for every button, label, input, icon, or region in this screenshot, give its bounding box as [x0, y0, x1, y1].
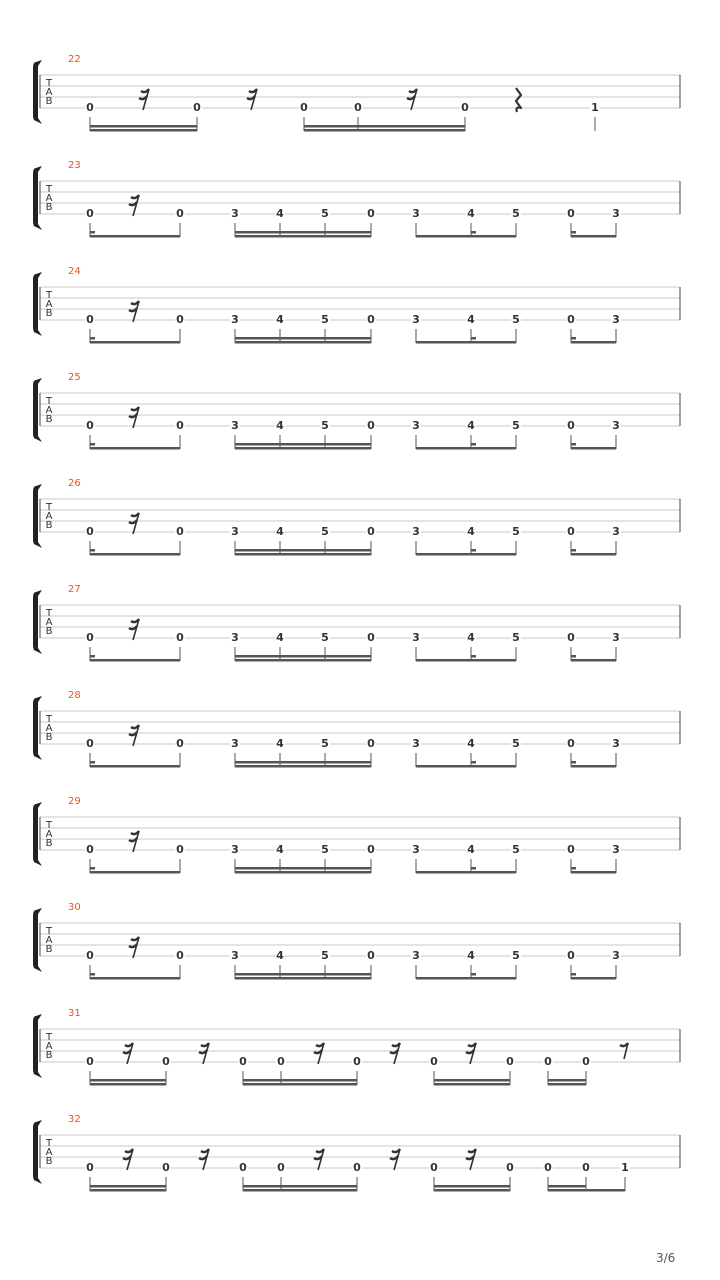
fret-number: 0 [506, 1161, 514, 1174]
fret-number: 0 [176, 737, 184, 750]
fret-number: 3 [231, 631, 239, 644]
fret-number: 0 [86, 207, 94, 220]
tab-system [33, 266, 680, 344]
beam-stub [90, 761, 95, 764]
beam [571, 765, 616, 768]
beam [416, 765, 516, 768]
beam-stub [571, 549, 576, 552]
fret-number: 3 [612, 843, 620, 856]
fret-number: 5 [321, 737, 329, 750]
sixteenth-rest-icon [199, 1043, 209, 1064]
tab-system [33, 160, 680, 238]
beam-sixteenth [235, 973, 371, 976]
fret-number: 3 [231, 419, 239, 432]
sixteenth-rest-icon [129, 301, 139, 322]
tab-clef-letter: T [45, 608, 53, 619]
fret-number: 3 [231, 525, 239, 538]
tab-clef-letter: A [45, 723, 53, 734]
system-bracket [33, 378, 42, 442]
beam-sixteenth [235, 231, 371, 234]
page-number: 3/6 [656, 1251, 676, 1265]
beam [90, 871, 180, 874]
fret-number: 5 [321, 207, 329, 220]
fret-number: 0 [86, 419, 94, 432]
fret-number: 4 [276, 843, 284, 856]
fret-number: 0 [176, 631, 184, 644]
fret-number: 3 [412, 525, 420, 538]
system-bracket [33, 166, 42, 230]
tab-clef-letter: T [45, 820, 53, 831]
beam-stub [471, 443, 476, 446]
beam-stub [90, 655, 95, 658]
tab-clef-letter: B [45, 944, 53, 955]
fret-number: 0 [162, 1055, 170, 1068]
beam-sixteenth [235, 761, 371, 764]
tab-clef-letter: T [45, 926, 53, 937]
beam-stub [571, 231, 576, 234]
sixteenth-rest-icon [139, 89, 149, 110]
measure-number: 30 [68, 902, 81, 913]
tab-clef-letter: B [45, 1156, 53, 1167]
fret-number: 4 [276, 631, 284, 644]
fret-number: 0 [193, 101, 201, 114]
beam [571, 553, 616, 556]
beam-sixteenth [243, 1079, 357, 1082]
tab-clef-letter: A [45, 193, 53, 204]
system-bracket [33, 590, 42, 654]
fret-number: 3 [612, 949, 620, 962]
fret-number: 0 [277, 1161, 285, 1174]
tab-clef-letter: T [45, 714, 53, 725]
tab-system [33, 584, 680, 662]
beam-stub [90, 867, 95, 870]
fret-number: 0 [353, 1161, 361, 1174]
beam-stub [571, 867, 576, 870]
beam [235, 447, 371, 450]
fret-number: 0 [567, 313, 575, 326]
sixteenth-rest-icon [129, 195, 139, 216]
fret-number: 0 [353, 1055, 361, 1068]
beam [90, 1083, 166, 1086]
beam [571, 235, 616, 238]
fret-number: 5 [321, 949, 329, 962]
beam [235, 977, 371, 980]
beam [434, 1189, 510, 1192]
system-bracket [33, 908, 42, 972]
fret-number: 3 [612, 525, 620, 538]
fret-number: 0 [86, 631, 94, 644]
beam-sixteenth [235, 867, 371, 870]
fret-number: 4 [276, 737, 284, 750]
beam [243, 1083, 357, 1086]
tab-clef-letter: B [45, 96, 53, 107]
beam-stub [90, 231, 95, 234]
tab-clef-letter: A [45, 617, 53, 628]
beam [243, 1189, 357, 1192]
fret-number: 0 [367, 843, 375, 856]
fret-number: 5 [512, 737, 520, 750]
beam [304, 129, 465, 132]
fret-number: 4 [467, 737, 475, 750]
quarter-rest-icon [516, 88, 521, 112]
beam-stub [90, 443, 95, 446]
beam-sixteenth [235, 443, 371, 446]
fret-number: 4 [467, 313, 475, 326]
beam [416, 871, 516, 874]
fret-number: 4 [276, 525, 284, 538]
fret-number: 0 [567, 419, 575, 432]
beam-stub [471, 973, 476, 976]
tab-clef-letter: T [45, 1032, 53, 1043]
sixteenth-rest-icon [129, 513, 139, 534]
sixteenth-rest-icon [123, 1149, 133, 1170]
tab-clef-letter: B [45, 520, 53, 531]
fret-number: 5 [321, 631, 329, 644]
system-bracket [33, 272, 42, 336]
fret-number: 3 [231, 737, 239, 750]
fret-number: 0 [367, 631, 375, 644]
fret-number: 0 [86, 525, 94, 538]
fret-number: 0 [86, 949, 94, 962]
fret-number: 1 [591, 101, 599, 114]
sixteenth-rest-icon [466, 1043, 476, 1064]
measure-number: 27 [68, 584, 81, 595]
fret-number: 5 [512, 843, 520, 856]
fret-number: 3 [612, 631, 620, 644]
beam [90, 447, 180, 450]
fret-number: 0 [86, 313, 94, 326]
tab-system [33, 478, 680, 556]
beam-stub [571, 973, 576, 976]
tab-system [33, 690, 680, 768]
beam [235, 553, 371, 556]
beam [571, 341, 616, 344]
fret-number: 5 [321, 313, 329, 326]
fret-number: 0 [544, 1161, 552, 1174]
beam [90, 659, 180, 662]
beam-sixteenth [90, 125, 197, 128]
fret-number: 5 [512, 207, 520, 220]
beam [416, 447, 516, 450]
tab-clef-letter: A [45, 299, 53, 310]
beam [235, 659, 371, 662]
tab-system [33, 54, 680, 132]
fret-number: 4 [276, 949, 284, 962]
beam [416, 553, 516, 556]
beam-stub [571, 655, 576, 658]
measure-number: 23 [68, 160, 81, 171]
beam [416, 977, 516, 980]
beam [235, 341, 371, 344]
fret-number: 0 [176, 949, 184, 962]
beam-stub [90, 549, 95, 552]
fret-number: 4 [467, 525, 475, 538]
tab-clef-letter: A [45, 829, 53, 840]
fret-number: 0 [86, 843, 94, 856]
fret-number: 3 [412, 313, 420, 326]
fret-number: 0 [461, 101, 469, 114]
beam-stub [471, 549, 476, 552]
fret-number: 4 [276, 207, 284, 220]
tab-system [33, 372, 680, 450]
beam [235, 235, 371, 238]
fret-number: 4 [467, 207, 475, 220]
fret-number: 5 [512, 313, 520, 326]
fret-number: 3 [612, 207, 620, 220]
fret-number: 4 [467, 631, 475, 644]
fret-number: 0 [239, 1055, 247, 1068]
fret-number: 4 [276, 419, 284, 432]
fret-number: 0 [567, 949, 575, 962]
fret-number: 3 [612, 737, 620, 750]
sixteenth-rest-icon [247, 89, 257, 110]
fret-number: 0 [567, 843, 575, 856]
tab-clef-letter: A [45, 405, 53, 416]
tab-system [33, 1008, 680, 1086]
fret-number: 0 [567, 207, 575, 220]
beam [90, 129, 197, 132]
tab-clef-letter: A [45, 1041, 53, 1052]
tab-clef-letter: A [45, 511, 53, 522]
beam [90, 1189, 166, 1192]
beam [571, 659, 616, 662]
system-bracket [33, 484, 42, 548]
beam-sixteenth [434, 1185, 510, 1188]
fret-number: 0 [567, 525, 575, 538]
measure-number: 26 [68, 478, 81, 489]
tab-clef-letter: B [45, 1050, 53, 1061]
fret-number: 0 [367, 419, 375, 432]
sixteenth-rest-icon [129, 725, 139, 746]
tab-clef-letter: A [45, 1147, 53, 1158]
beam [548, 1189, 625, 1192]
tab-clef-letter: B [45, 414, 53, 425]
fret-number: 0 [544, 1055, 552, 1068]
fret-number: 0 [430, 1055, 438, 1068]
fret-number: 0 [367, 313, 375, 326]
fret-number: 4 [276, 313, 284, 326]
tab-clef-letter: T [45, 502, 53, 513]
fret-number: 0 [176, 207, 184, 220]
fret-number: 3 [412, 737, 420, 750]
fret-number: 0 [162, 1161, 170, 1174]
tab-system [33, 796, 680, 874]
tab-clef-letter: T [45, 184, 53, 195]
fret-number: 0 [354, 101, 362, 114]
fret-number: 3 [612, 313, 620, 326]
tab-clef-letter: T [45, 1138, 53, 1149]
beam-stub [90, 973, 95, 976]
beam-sixteenth [304, 125, 465, 128]
beam [571, 977, 616, 980]
tab-clef-letter: B [45, 838, 53, 849]
system-bracket [33, 1120, 42, 1184]
sixteenth-rest-icon [199, 1149, 209, 1170]
beam [416, 659, 516, 662]
measure-number: 29 [68, 796, 81, 807]
beam-sixteenth [90, 1185, 166, 1188]
tab-clef-letter: B [45, 202, 53, 213]
fret-number: 5 [321, 525, 329, 538]
fret-number: 5 [512, 525, 520, 538]
beam-sixteenth [548, 1079, 586, 1082]
measure-number: 32 [68, 1114, 81, 1125]
fret-number: 0 [367, 207, 375, 220]
fret-number: 4 [467, 949, 475, 962]
fret-number: 1 [621, 1161, 629, 1174]
tab-system [33, 902, 680, 980]
fret-number: 0 [567, 737, 575, 750]
fret-number: 3 [412, 949, 420, 962]
measure-number: 28 [68, 690, 81, 701]
beam-sixteenth [90, 1079, 166, 1082]
tab-system [33, 1114, 680, 1192]
beam-stub [571, 443, 576, 446]
tab-clef-letter: B [45, 308, 53, 319]
fret-number: 3 [412, 631, 420, 644]
measure-number: 22 [68, 54, 81, 65]
beam-stub [471, 761, 476, 764]
fret-number: 0 [86, 1161, 94, 1174]
measure-number: 24 [68, 266, 81, 277]
sixteenth-rest-icon [407, 89, 417, 110]
fret-number: 0 [86, 101, 94, 114]
measure-number: 31 [68, 1008, 81, 1019]
tab-clef-letter: A [45, 87, 53, 98]
fret-number: 0 [567, 631, 575, 644]
fret-number: 0 [430, 1161, 438, 1174]
fret-number: 0 [367, 949, 375, 962]
beam-sixteenth [235, 549, 371, 552]
beam [235, 765, 371, 768]
fret-number: 3 [231, 207, 239, 220]
fret-number: 5 [321, 419, 329, 432]
sixteenth-rest-icon [129, 619, 139, 640]
fret-number: 0 [582, 1055, 590, 1068]
fret-number: 0 [506, 1055, 514, 1068]
beam [571, 871, 616, 874]
sixteenth-rest-icon [129, 937, 139, 958]
beam-stub [471, 867, 476, 870]
beam [434, 1083, 510, 1086]
sixteenth-rest-icon [314, 1149, 324, 1170]
beam-sixteenth [243, 1185, 357, 1188]
fret-number: 5 [512, 949, 520, 962]
fret-number: 5 [512, 631, 520, 644]
beam-sixteenth [235, 655, 371, 658]
fret-number: 0 [367, 737, 375, 750]
sixteenth-rest-icon [123, 1043, 133, 1064]
fret-number: 0 [277, 1055, 285, 1068]
fret-number: 0 [176, 313, 184, 326]
measure-number: 25 [68, 372, 81, 383]
tab-clef-letter: T [45, 396, 53, 407]
beam-stub [471, 337, 476, 340]
fret-number: 3 [412, 207, 420, 220]
sixteenth-rest-icon [390, 1043, 400, 1064]
fret-number: 5 [321, 843, 329, 856]
tab-clef-letter: B [45, 626, 53, 637]
fret-number: 5 [512, 419, 520, 432]
beam [235, 871, 371, 874]
beam [90, 765, 180, 768]
sixteenth-rest-icon [390, 1149, 400, 1170]
fret-number: 0 [176, 525, 184, 538]
fret-number: 0 [176, 419, 184, 432]
beam-sixteenth [235, 337, 371, 340]
beam-sixteenth [434, 1079, 510, 1082]
fret-number: 0 [300, 101, 308, 114]
beam-stub [471, 231, 476, 234]
fret-number: 3 [612, 419, 620, 432]
fret-number: 0 [239, 1161, 247, 1174]
fret-number: 3 [231, 949, 239, 962]
beam [90, 235, 180, 238]
beam-stub [471, 655, 476, 658]
fret-number: 3 [231, 843, 239, 856]
tab-clef-letter: B [45, 732, 53, 743]
fret-number: 3 [412, 843, 420, 856]
beam [416, 235, 516, 238]
fret-number: 3 [412, 419, 420, 432]
beam-sixteenth [548, 1185, 586, 1188]
tab-clef-letter: T [45, 78, 53, 89]
beam [571, 447, 616, 450]
sixteenth-rest-icon [466, 1149, 476, 1170]
fret-number: 0 [86, 1055, 94, 1068]
tab-clef-letter: T [45, 290, 53, 301]
beam [90, 341, 180, 344]
sixteenth-rest-icon [314, 1043, 324, 1064]
beam-stub [571, 337, 576, 340]
beam-stub [90, 337, 95, 340]
fret-number: 0 [367, 525, 375, 538]
beam [416, 341, 516, 344]
beam-stub [571, 761, 576, 764]
system-bracket [33, 1014, 42, 1078]
fret-number: 0 [582, 1161, 590, 1174]
fret-number: 4 [467, 843, 475, 856]
fret-number: 0 [176, 843, 184, 856]
system-bracket [33, 802, 42, 866]
fret-number: 3 [231, 313, 239, 326]
system-bracket [33, 60, 42, 124]
beam [90, 553, 180, 556]
fret-number: 4 [467, 419, 475, 432]
fret-number: 0 [86, 737, 94, 750]
sixteenth-rest-icon [129, 407, 139, 428]
beam [548, 1083, 586, 1086]
sixteenth-rest-icon [129, 831, 139, 852]
system-bracket [33, 696, 42, 760]
beam [90, 977, 180, 980]
tab-clef-letter: A [45, 935, 53, 946]
